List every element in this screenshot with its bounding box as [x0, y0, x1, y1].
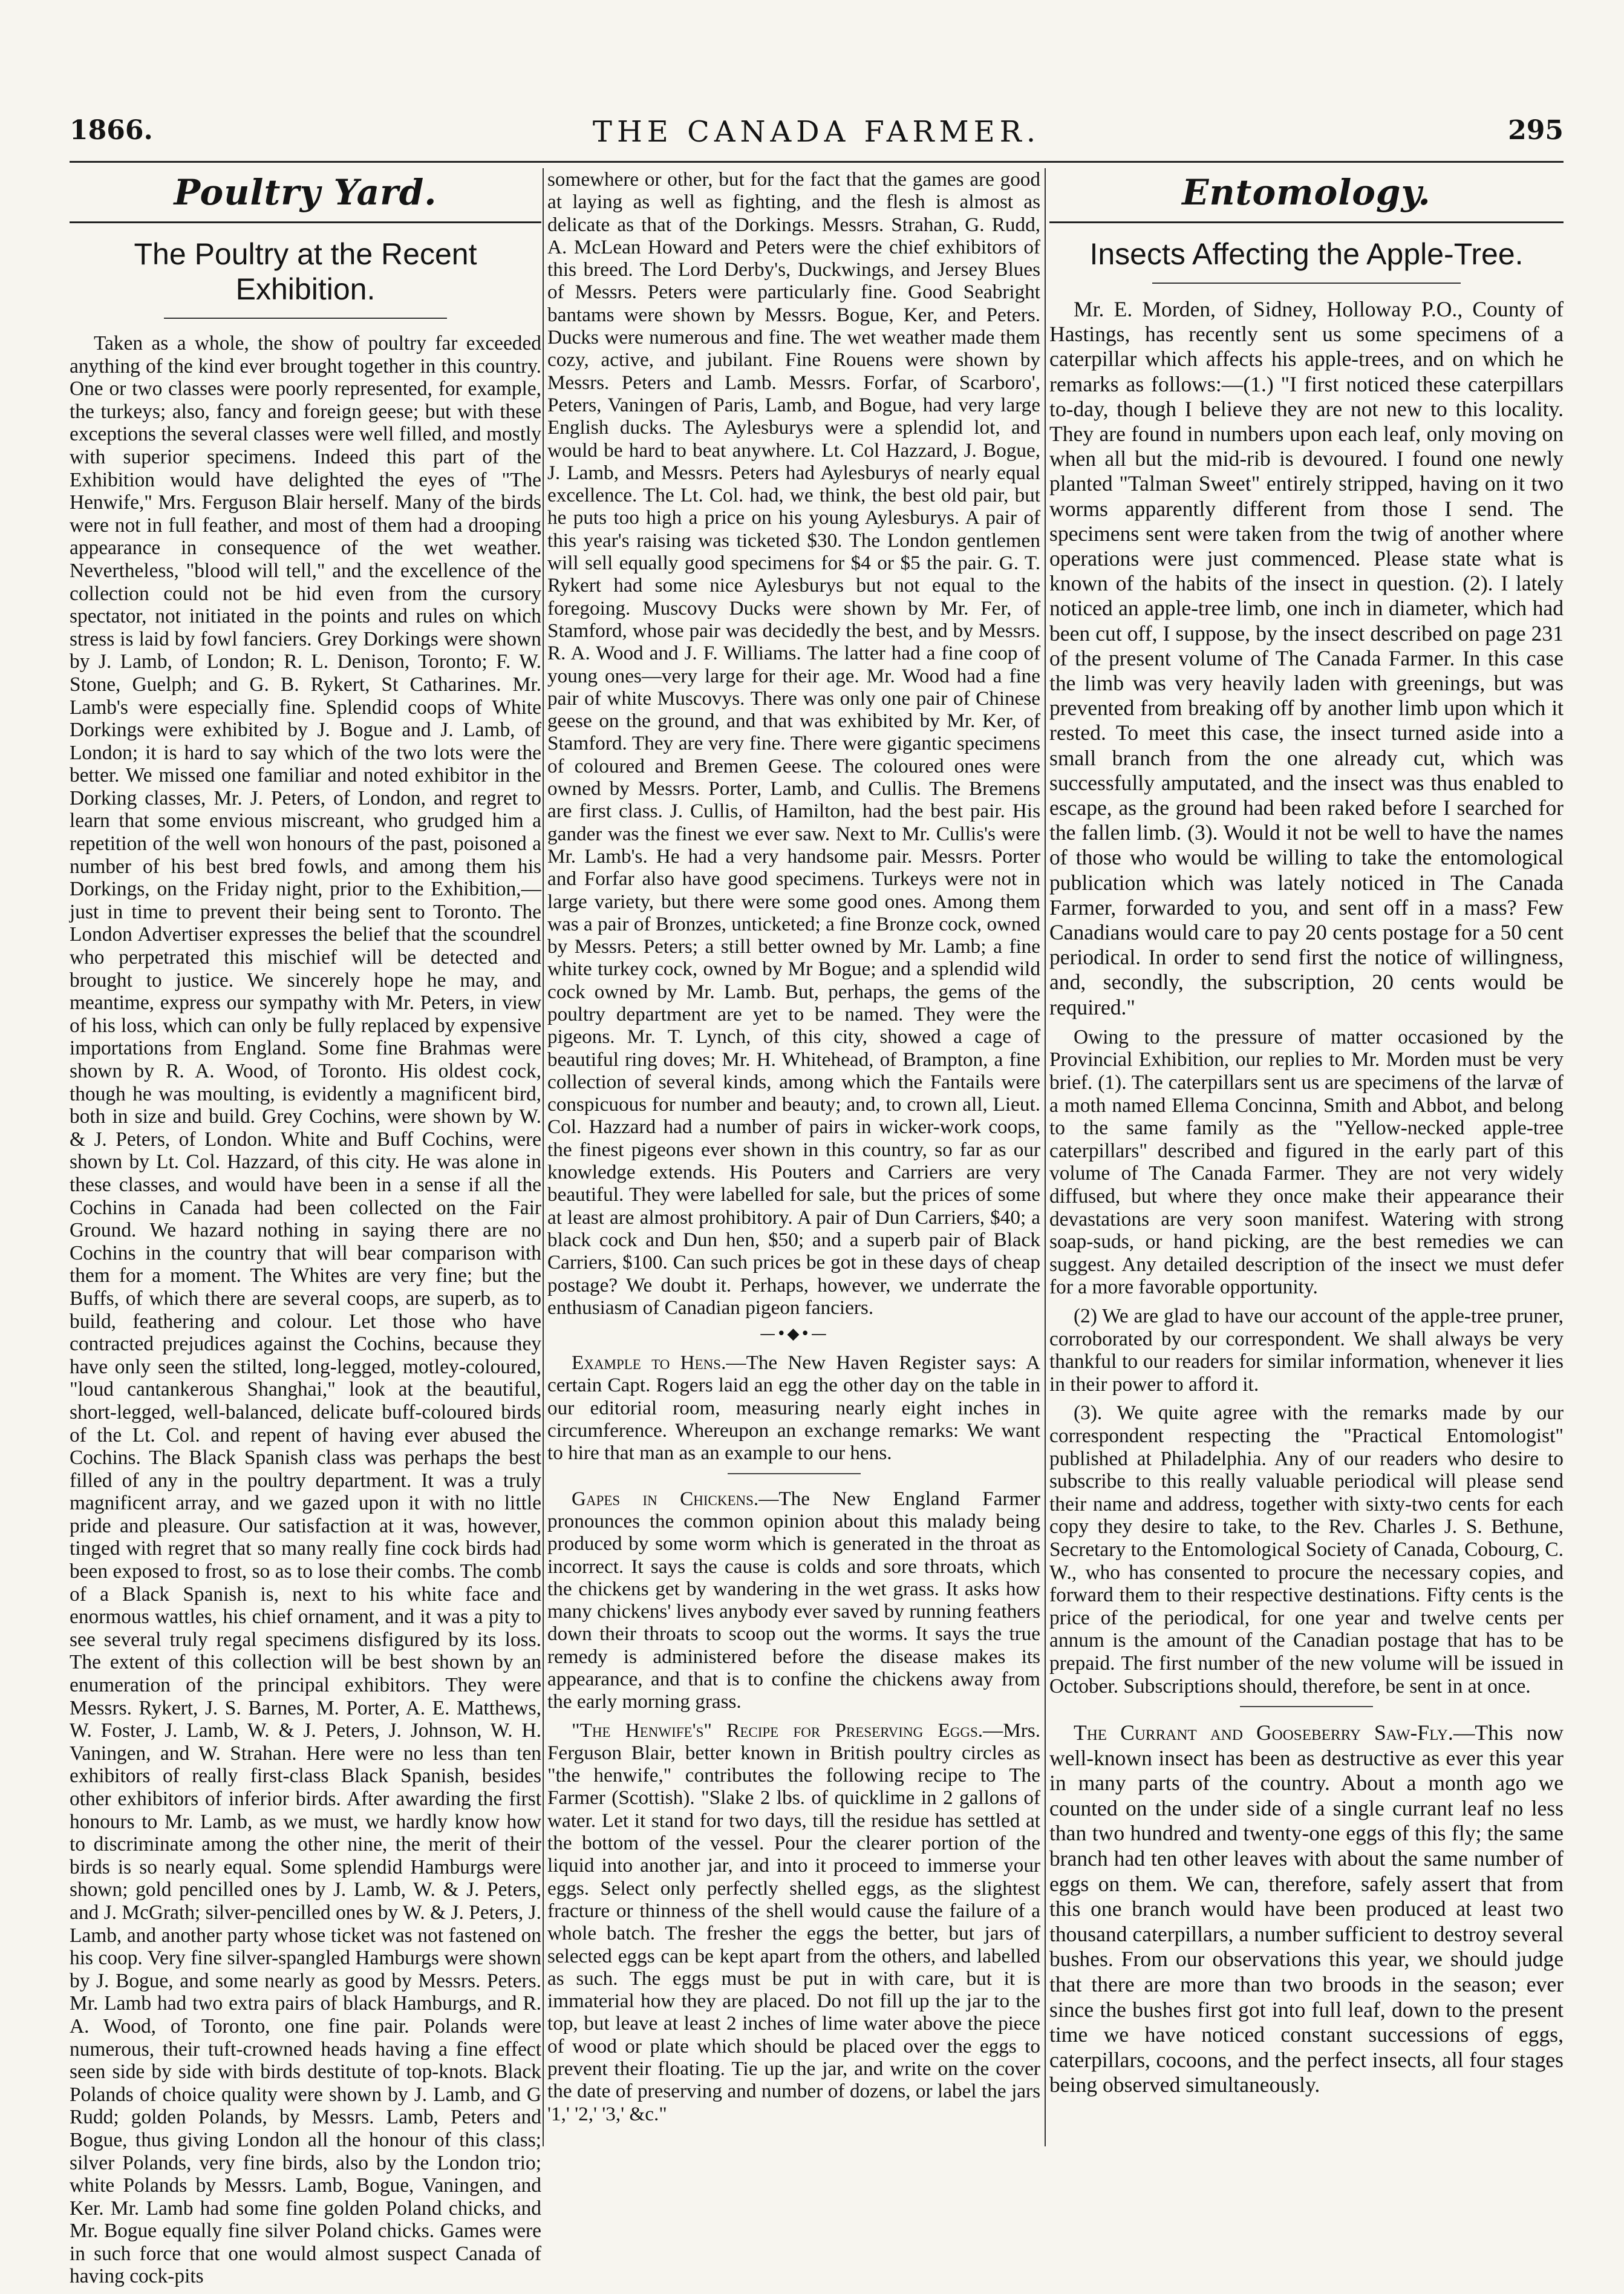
left-column [70, 168, 541, 2294]
article-paragraph: Taken as a whole, the show of poultry far exceeded anything of the kind ever brought together in this country. One or two classes were poorly represented, for example, the turkeys; also, fancy and foreign geese; but with these exceptions the several classes were well filled, and mostly with superior specimens. Indeed this part of the Exhibition would have delighted the eyes of "The Henwife," Mrs. Ferguson Blair herself. Many of the birds were not in full feather, and most of them had a drooping appearance in consequence of the wet weather. Nevertheless, "blood will tell," and the excellence of the collection could not be hid even from the cursory spectator, not initiated in the points and rules on which stress is laid by fowl fanciers. Grey Dorkings were shown by J. Lamb, of London; R. L. Denison, Toronto; F. W. Stone, Guelph; and G. B. Rykert, St Catharines. Mr. Lamb's were especially fine. Splendid coops of White Dorkings were exhibited by J. Bogue and J. Lamb, of London; it is hard to say which of the two lots were the better. We missed one familiar and noted exhibitor in the Dorking classes, Mr. J. Peters, of London, and regret to learn that some envious miscreant, who grudged him a repetition of the well won honours of the past, poisoned a number of his best bred fowls, and among them his Dorkings, on the Friday night, prior to the Exhibition,—just in time to prevent their being sent to Toronto. The London Advertiser expresses the belief that the scoundrel who perpetrated this mischief will be detected and brought to justice. We sincerely hope he may, and meantime, express our sympathy with Mr. Peters, in view of his loss, which can only be fully replaced by expensive importations from England. Some fine Brahmas were shown by R. A. Wood, of Toronto. His oldest cock, though he was moulting, is evidently a magnificent bird, both in size and build. Grey Cochins, were shown by W. & J. Peters, of London. White and Buff Cochins, were shown by Lt. Col. Hazzard, of this city. He was alone in these classes, and would have been in a sense if all the Cochins in Canada had been collected on the Fair Ground. We hazard nothing in saying there are no Cochins in the country that will bear comparison with them for a moment. The Whites are very fine; but the Buffs, of which there are several coops, are superb, as to build, feathering and colour. Let those who have contracted prejudices against the Cochins, because they have only seen the stilted, long-legged, motley-coloured, "loud cantankerous Shanghai," look at the beautiful, short-legged, well-balanced, delicate buff-coloured birds of the Lt. Col. and repent of having ever abused the Cochins. The Black Spanish class was perhaps the best filled of any in the poultry department. It was a truly magnificent array, and we gazed upon it with no little pride and pleasure. Our satisfaction at it was, however, tinged with regret that so many really fine cock birds had been exposed to frost, so as to lose their combs. The comb of a Black Spanish is, next to his white face and enormous wattles, his chief ornament, and it was a pity to see several truly regal specimens disfigured by its loss. The extent of this collection will be best shown by an enumeration of the principal exhibitors. They were Messrs. Rykert, J. S. Barnes, M. Porter, A. E. Matthews, W. Foster, J. Lamb, W. & J. Peters, J. Johnson, W. H. Vaningen, and W. Strahan. Here were no less than ten exhibitors of really first-class Black Spanish, besides other exhibitors of inferior birds. After awarding the first honours to Mr. Lamb, as we must, we hardly know how to discriminate among the other nine, the merit of their birds is so nearly equal. Some splendid Hamburgs were shown; gold pencilled ones by J. Lamb, W. & J. Peters, and J. McGrath; silver-pencilled ones by W. & J. Peters, J. Lamb, and another party whose ticket was not fastened on his coop. Very fine silver-spangled Hamburgs were shown by J. Bogue, and some nearly as good by Messrs. Peters. Mr. Lamb had two extra pairs of black Hamburgs, and R. A. Wood, of Toronto, one fine pair. Polands were numerous, their tuft-crowned heads having a fine effect seen side by side with birds destitute of top-knots. Black Polands of choice quality were shown by J. Lamb, and G Rudd; golden Polands, by Messrs. Lamb, Peters and Bogue, thus giving London all the honour of this class; silver Polands, very fine birds, also by the London trio; white Polands by Messrs. Lamb, Bogue, Vaningen, and Ker. Mr. Lamb had some fine golden Poland chicks, and Mr. Bogue equally fine silver Poland chicks. Games were in such force that one would almost suspect Canada of having cock-pits [70, 332, 541, 2288]
item-text: —The New England Farmer pronounces the common opinion about this malady being produced by some worm which is generated in the throat as incorrect. It says the cause is colds and sore throats, which the chickens get by wandering in the wet grass. It asks how many chickens' lives anybody ever saved by running feathers down their throats to scoop out the worms. It says the true remedy is administered before the disease makes its appearance, and that is to confine the chickens away from the early morning grass. [547, 1487, 1040, 1713]
article-paragraph: Owing to the pressure of matter occasioned by the Provincial Exhibition, our replies to Mr. Morden must be very brief. (1). The caterpillars sent us are specimens of the larvæ of a moth named Ellema Concinna, Smith and Abbot, and belong to the same family as the "Yellow-necked apple-tree caterpillars" described and figured in the early part of this volume of The Canada Farmer. They are not very widely diffused, but where they once make their appearance their devastations are very soon manifest. Watering with strong soap-suds, or hand picking, are the best remedies we can suggest. Any detailed description of the insect we must defer for a more favorable opportunity. [1049, 1025, 1564, 1299]
article-paragraph: (3). We quite agree with the remarks made by our correspondent respecting the "Practical Entomologist" published at Philadelphia. Any of our readers who desire to subscribe to this really valuable periodical will please send their name and address, together with sixty-two cents for each copy they desire to take, to the Rev. Charles J. S. Bethune, Secretary to the Entomological Society of Canada, Cobourg, C. W., who has consented to procure the necessary copies, and forward them to their respective destinations. Fifty cents is the price of the periodical, for one year and twelve cents per annum is the amount of the Canadian postage that has to be prepaid. The first number of the new volume will be issued in October. Subscriptions should, therefore, be sent in at once. [1049, 1402, 1564, 1698]
article-title: Insects Affecting the Apple-Tree. [1089, 237, 1524, 271]
masthead-rule [70, 161, 1564, 163]
item-text: —The New Haven Register says: A certain Capt. Rogers laid an egg the other day on the table in our editorial room, measuring nearly eight inches in circumference. Whereupon an exchange remarks: We want to hire that man as an example to our hens. [547, 1351, 1040, 1465]
title-rule [164, 318, 447, 319]
right-column [1049, 168, 1564, 2104]
article-title: The Poultry at the Recent Exhibition. [134, 237, 477, 306]
separator-rule [1240, 1706, 1373, 1707]
column-divider [543, 168, 544, 2146]
issue-year: 1866. [70, 115, 153, 146]
department-heading: Entomology. [1182, 172, 1431, 213]
news-item [547, 1488, 1040, 1713]
section-rule [70, 221, 541, 223]
separator-ornament: —•◆•— [760, 1325, 828, 1344]
news-item [1049, 1720, 1564, 2098]
item-text: —Mrs. Ferguson Blair, better known in British poultry circles as "the henwife," contributes the following recipe to The Farmer (Scottish). "Slake 2 lbs. of quicklime in 2 gallons of water. Let it stand for two days, till the residue has settled at the bottom of the vessel. Pour the clearer portion of the liquid into another jar, and into it proceed to immerse your eggs. Select only perfectly shelled eggs, as the slightest fracture or thinness of the shell would cause the failure of a whole batch. The fresher the eggs the better, but jars of selected eggs can be kept apart from the others, and labelled as such. The eggs must be put in with care, but it is immaterial how they are placed. Do not fill up the jar to the top, but leave at least 2 inches of lime water above the piece of wood or plate which should be placed over the eggs to prevent their floating. Tie up the jar, and write on the cover the date of preserving and number of dozens, or label the jars '1,' '2,' '3,' &c." [547, 1719, 1040, 2125]
news-item [547, 1351, 1040, 1464]
item-text: —This now well-known insect has been as destructive as ever this year in many parts of the country. About a month ago we counted on the under side of a single currant leaf no less than two hundred and twenty-one eggs of this fly; the same branch had ten other leaves with about the same number of eggs on them. We can, therefore, safely assert that from this one branch would have been produced at least two thousand caterpillars, a number sufficient to destroy several bushes. From our observations this year, we should judge that there are more than two broods in the season; ever since the bushes first got into full leaf, down to the present time we have noticed constant successions of eggs, caterpillars, cocoons, and the perfect insects, all four stages being observed simultaneously. [1049, 1720, 1564, 2097]
item-lead: "The Henwife's" Recipe for Preserving Eggs. [572, 1719, 983, 1742]
title-rule [1152, 283, 1461, 284]
department-heading: Poultry Yard. [174, 172, 437, 213]
separator-rule [728, 1473, 861, 1474]
middle-column [547, 168, 1040, 2131]
news-item [547, 1719, 1040, 2125]
item-lead: The Currant and Gooseberry Saw-Fly. [1074, 1720, 1453, 1745]
article-paragraph: somewhere or other, but for the fact that the games are good at laying as well as fighting, and the flesh is almost as delicate as that of the Dorkings. Messrs. Strahan, G. Rudd, A. McLean Howard and Peters were the chief exhibitors of this breed. The Lord Derby's, Duckwings, and Jersey Blues of Messrs. Peters were particularly fine. Good Seabright bantams were shown by Messrs. Bogue, Ker, and Peters. Ducks were numerous and fine. The wet weather made them cozy, active, and jubilant. Fine Rouens were shown by Messrs. Peters and Lamb. Messrs. Forfar, of Scarboro', Peters, Vaningen of Paris, Lamb, and Bogue, had very large English ducks. The Aylesburys were a splendid lot, and would be hard to beat anywhere. Lt. Col Hazzard, J. Bogue, J. Lamb, and Messrs. Peters had Aylesburys of nearly equal excellence. The Lt. Col. had, we think, the best old pair, but he puts too high a price on his young Aylesburys. A pair of this year's raising was ticketed $30. The London gentlemen will sell equally good specimens for $4 or $5 the pair. G. T. Rykert had some nice Aylesburys but not equal to the foregoing. Muscovy Ducks were shown by Mr. Fer, of Stamford, whose pair was decidedly the best, and by Messrs. R. A. Wood and J. F. Williams. The latter had a fine coop of young ones—very large for their age. Mr. Wood had a fine pair of white Muscovys. There was only one pair of Chinese geese on the ground, and that was exhibited by Mr. Ker, of Stamford. They are very fine. There were gigantic specimens of coloured and Bremen Geese. The coloured ones were owned by Messrs. Porter, Lamb, and Cullis. The Bremens are first class. J. Cullis, of Hamilton, had the best pair. His gander was the finest we ever saw. Next to Mr. Cullis's were Mr. Lamb's. He had a very handsome pair. Messrs. Porter and Forfar also have good specimens. Turkeys were not in large variety, but there were some good ones. Among them was a pair of Bronzes, unticketed; a fine Bronze cock, owned by Messrs. Peters; a still better owned by Mr. Lamb; a fine white turkey cock, owned by Mr Bogue; and a splendid wild cock owned by Mr. Lamb. But, perhaps, the gems of the poultry department are yet to be named. They were the pigeons. Mr. T. Lynch, of this city, showed a cage of beautiful ring doves; Mr. H. Whitehead, of Brampton, a fine collection of several kinds, among which the Fantails were conspicuous for number and beauty; and, to crown all, Lieut. Col. Hazzard had a number of pairs in wicker-work coops, the finest pigeons ever shown in this country, so far as our knowledge extends. His Pouters and Carriers are very beautiful. They were labelled for sale, but the prices of some at least are almost prohibitory. A pair of Dun Carriers, $40; a black cock and Dun hen, $50; and a superb pair of Black Carriers, $100. Can such prices be got in these days of cheap postage? We doubt it. Perhaps, however, we underrate the enthusiasm of Canadian pigeon fanciers. [547, 168, 1040, 1319]
masthead [70, 115, 1564, 151]
item-lead: Gapes in Chickens. [572, 1487, 759, 1510]
item-lead: Example to Hens. [572, 1351, 726, 1374]
section-rule [1049, 221, 1564, 223]
newspaper-title: THE CANADA FARMER. [592, 115, 1041, 149]
column-divider [1045, 168, 1046, 2146]
article-paragraph: Mr. E. Morden, of Sidney, Holloway P.O., County of Hastings, has recently sent us some specimens of a caterpillar which affects his apple-trees, and on which he remarks as follows:—(1.) "I first noticed these caterpillars to-day, though I believe they are not new to this locality. They are found in numbers upon each leaf, only moving on when all but the mid-rib is devoured. I found one newly planted "Talman Sweet" entirely stripped, having on it two worms apparently different from those I send. The specimens sent were taken from the twig of another where operations were just commenced. Please state what is known of the habits of the insect in question. (2). I lately noticed an apple-tree limb, one inch in diameter, which had been cut off, I suppose, by the insect described on page 231 of the present volume of The Canada Farmer. In this case the limb was very heavily laden with greenings, but was prevented from breaking off by another limb upon which it rested. To meet this case, the insect turned aside into a small branch from the one already cut, which was successfully amputated, and the insect was thus enabled to escape, as the ground had been raked before I searched for the fallen limb. (3). Would it not be well to have the names of those who would be willing to take the entomological publication which was lately noticed in The Canada Farmer, forwarded to you, and sent off in a mass? Few Canadians would care to pay 20 cents postage for a 50 cent periodical. In order to send first the notice of willingness, and, secondly, the subscription, 20 cents would be required." [1049, 297, 1564, 1019]
article-paragraph: (2) We are glad to have our account of the apple-tree pruner, corroborated by our correspondent. We shall always be very thankful to our readers for similar information, whenever it lies in their power to afford it. [1049, 1305, 1564, 1396]
page-number: 295 [1508, 115, 1564, 146]
